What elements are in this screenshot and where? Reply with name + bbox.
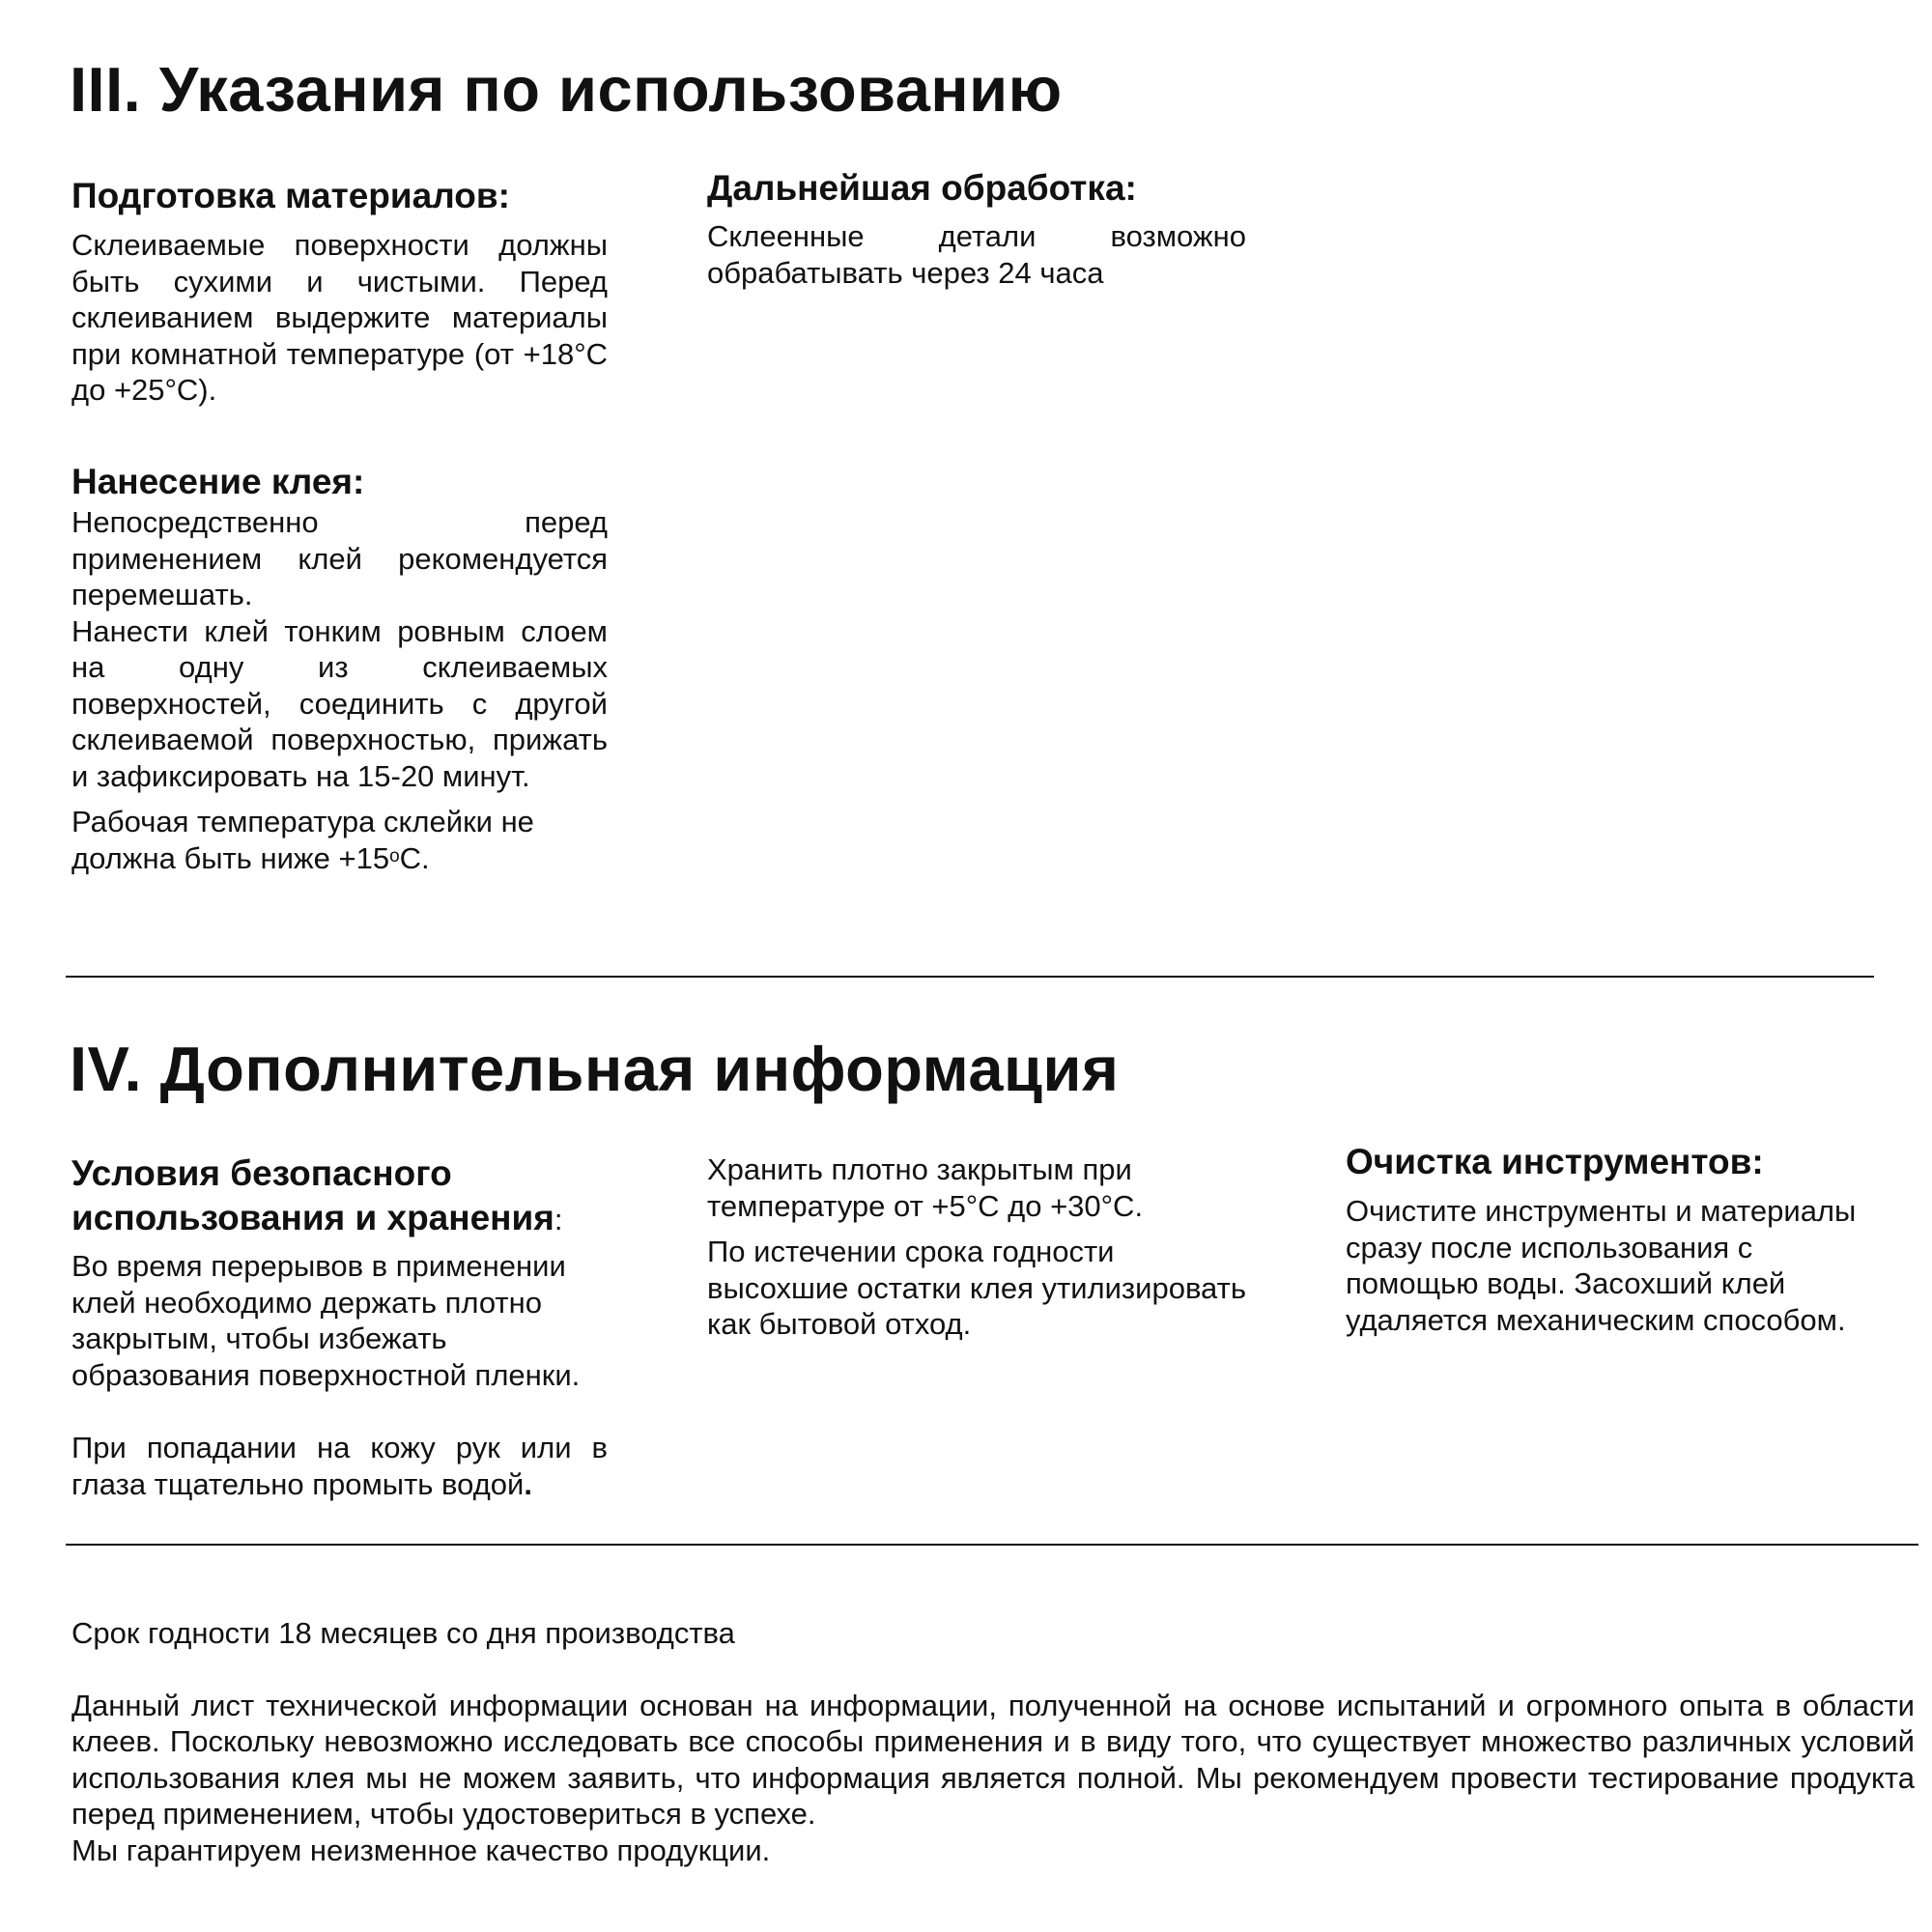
apply-block xyxy=(71,460,608,876)
cleaning-heading: Очистка инструментов: xyxy=(1346,1142,1764,1181)
apply-text-1: Непосредственно перед применением клей рекомендуется перемешать. xyxy=(71,505,608,612)
divider-2 xyxy=(66,1544,1918,1546)
apply-heading: Нанесение клея: xyxy=(71,462,365,501)
prep-text: Склеиваемые поверхности должны быть сухими и чистыми. Перед склеиванием выдержите материалы при комнатной температуре (от +18°С до +25°С). xyxy=(71,228,608,408)
cleaning-block xyxy=(1346,1140,1887,1338)
safety-text-2: При попадании на кожу рук или в глаза тщательно промыть водой. xyxy=(71,1431,608,1501)
divider-1 xyxy=(66,976,1874,978)
safety-text-1: Во время перерывов в применении клей необходимо держать плотно закрытым, чтобы избежать образования поверхностной пленки. xyxy=(71,1249,581,1392)
prep-block xyxy=(71,174,608,409)
apply-text-2: Нанести клей тонким ровным слоем на одну из склеиваемых поверхностей, соединить с другой склеиваемой поверхностью, прижать и зафиксировать на 15-20 минут. xyxy=(71,613,608,793)
section-4-title: IV. Дополнительная информация xyxy=(70,1034,1120,1104)
guarantee-text: Мы гарантируем неизменное качество продукции. xyxy=(71,1833,771,1867)
section-3-title: III. Указания по использованию xyxy=(70,54,1063,125)
shelf-life-text: Срок годности 18 месяцев со дня производства xyxy=(71,1616,735,1650)
safety-block xyxy=(71,1151,608,1502)
further-text: Склеенные детали возможно обрабатывать через 24 часа xyxy=(707,219,1246,290)
storage-block xyxy=(707,1151,1246,1343)
prep-heading: Подготовка материалов: xyxy=(71,176,510,215)
storage-text-1: Хранить плотно закрытым при температуре от +5°С до +30°С. xyxy=(707,1152,1144,1223)
further-heading: Дальнейшая обработка: xyxy=(707,168,1137,208)
further-block xyxy=(707,166,1246,291)
safety-heading: Условия безопасного использования и хранения: xyxy=(71,1153,563,1237)
disclaimer-text: Данный лист технической информации основан на информации, полученной на основе испытаний и огромного опыта в области клеев. Поскольку невозможно исследовать все способы применения и в виду того, что существует множество различных условий использования клея мы не можем заявить, что информация является полной. Мы рекомендуем провести тестирование продукта перед применением, чтобы удостовериться в успехе. xyxy=(71,1688,1915,1831)
storage-text-2: По истечении срока годности высохшие остатки клея утилизировать как бытовой отход. xyxy=(707,1235,1246,1341)
footer-block xyxy=(71,1615,1915,1868)
cleaning-text: Очистите инструменты и материалы сразу после использования с помощью воды. Засохший клей удаляется механическим способом. xyxy=(1346,1194,1857,1337)
apply-text-3: Рабочая температура склейки не должна быть ниже $+15^оС$. xyxy=(71,805,534,875)
